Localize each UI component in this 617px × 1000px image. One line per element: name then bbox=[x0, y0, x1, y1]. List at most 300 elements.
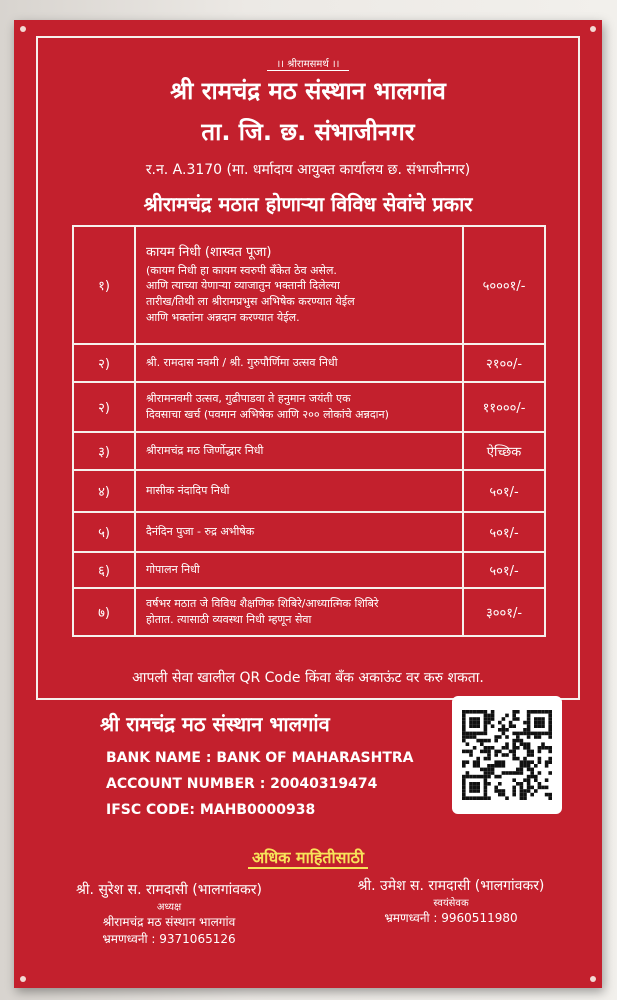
screw bbox=[20, 26, 26, 32]
qr-module bbox=[469, 753, 473, 757]
service-number: २) bbox=[73, 344, 135, 382]
qr-module bbox=[548, 760, 552, 764]
qr-module bbox=[476, 739, 480, 743]
qr-module bbox=[498, 793, 502, 797]
qr-module bbox=[494, 760, 498, 764]
qr-module bbox=[545, 710, 549, 714]
account-number: ACCOUNT NUMBER : 20040319474 bbox=[106, 776, 378, 792]
qr-module bbox=[512, 742, 516, 746]
contact-org: श्रीरामचंद्र मठ संस्थान भालगांव bbox=[102, 915, 236, 929]
qr-module bbox=[505, 714, 509, 718]
qr-module bbox=[545, 764, 549, 768]
service-amount: ११०००/- bbox=[463, 382, 545, 432]
qr-module bbox=[469, 717, 473, 721]
qr-module bbox=[484, 796, 488, 800]
signboard bbox=[14, 20, 602, 988]
qr-module bbox=[523, 764, 527, 768]
qr-module bbox=[516, 782, 520, 786]
qr-module bbox=[505, 753, 509, 757]
qr-module bbox=[512, 793, 516, 797]
qr-module bbox=[476, 789, 480, 793]
qr-module bbox=[494, 786, 498, 790]
qr-module bbox=[530, 793, 534, 797]
qr-module bbox=[527, 775, 531, 779]
qr-module bbox=[469, 796, 473, 800]
qr-module bbox=[466, 750, 470, 754]
qr-module bbox=[538, 710, 542, 714]
qr-module bbox=[530, 732, 534, 736]
qr-module bbox=[512, 786, 516, 790]
qr-module bbox=[466, 771, 470, 775]
qr-module bbox=[548, 746, 552, 750]
qr-module bbox=[509, 771, 513, 775]
qr-module bbox=[512, 778, 516, 782]
qr-module bbox=[491, 746, 495, 750]
qr-module bbox=[487, 750, 491, 754]
qr-module bbox=[538, 735, 542, 739]
qr-code[interactable] bbox=[452, 696, 562, 814]
qr-module bbox=[494, 775, 498, 779]
qr-module bbox=[473, 721, 477, 725]
qr-module bbox=[487, 771, 491, 775]
qr-module bbox=[527, 721, 531, 725]
qr-module bbox=[462, 728, 466, 732]
qr-module bbox=[527, 768, 531, 772]
qr-module bbox=[520, 782, 524, 786]
qr-module bbox=[505, 742, 509, 746]
qr-module bbox=[480, 732, 484, 736]
contact-name: श्री. उमेश स. रामदासी (भालगांवकर) bbox=[357, 878, 545, 894]
qr-module bbox=[512, 789, 516, 793]
qr-module bbox=[484, 717, 488, 721]
qr-module bbox=[502, 724, 506, 728]
qr-module bbox=[527, 724, 531, 728]
qr-module bbox=[469, 735, 473, 739]
qr-module bbox=[494, 764, 498, 768]
qr-module bbox=[473, 710, 477, 714]
qr-module bbox=[534, 764, 538, 768]
qr-module bbox=[548, 728, 552, 732]
qr-module bbox=[527, 717, 531, 721]
ifsc-code: IFSC CODE: MAHB0000938 bbox=[106, 802, 316, 818]
qr-module bbox=[473, 732, 477, 736]
qr-module bbox=[527, 750, 531, 754]
qr-module bbox=[480, 742, 484, 746]
more-info-heading: अधिक माहितीसाठी bbox=[14, 846, 602, 868]
qr-module bbox=[462, 775, 466, 779]
qr-module bbox=[473, 796, 477, 800]
qr-module bbox=[473, 775, 477, 779]
qr-module bbox=[491, 710, 495, 714]
qr-module bbox=[462, 710, 466, 714]
qr-module bbox=[498, 750, 502, 754]
qr-module bbox=[523, 778, 527, 782]
qr-module bbox=[527, 764, 531, 768]
qr-module bbox=[520, 793, 524, 797]
qr-module bbox=[548, 750, 552, 754]
service-number: २) bbox=[73, 382, 135, 432]
qr-module bbox=[462, 793, 466, 797]
section-title: श्रीरामचंद्र मठात होणाऱ्या विविध सेवांचे प्रकार bbox=[143, 192, 473, 216]
qr-module bbox=[527, 710, 531, 714]
qr-module bbox=[462, 789, 466, 793]
qr-module bbox=[476, 717, 480, 721]
qr-module bbox=[520, 742, 524, 746]
qr-module bbox=[527, 728, 531, 732]
qr-module bbox=[498, 735, 502, 739]
qr-module bbox=[484, 746, 488, 750]
qr-module bbox=[487, 757, 491, 761]
qr-module bbox=[484, 714, 488, 718]
qr-module bbox=[516, 746, 520, 750]
service-number: ५) bbox=[73, 512, 135, 552]
qr-module bbox=[520, 768, 524, 772]
table-row bbox=[73, 344, 545, 382]
qr-module bbox=[502, 760, 506, 764]
contact-name: श्री. सुरेश स. रामदासी (भालगांवकर) bbox=[76, 882, 262, 898]
qr-module bbox=[466, 710, 470, 714]
service-description: गोपालन निधी bbox=[135, 552, 463, 588]
qr-module bbox=[476, 732, 480, 736]
qr-module bbox=[523, 760, 527, 764]
service-number: ३) bbox=[73, 432, 135, 470]
qr-module bbox=[538, 760, 542, 764]
contact-phone: भ्रमणध्वनी : 9960511980 bbox=[384, 911, 518, 925]
qr-module bbox=[548, 732, 552, 736]
qr-module bbox=[491, 771, 495, 775]
service-number: ४) bbox=[73, 470, 135, 512]
qr-module bbox=[520, 771, 524, 775]
qr-module bbox=[527, 746, 531, 750]
contact-volunteer bbox=[320, 876, 582, 926]
qr-module bbox=[462, 724, 466, 728]
qr-module bbox=[462, 739, 466, 743]
qr-module bbox=[534, 717, 538, 721]
service-description: श्रीरामनवमी उत्सव, गुढीपाडवा ते हनुमान जयंती एक दिवसाचा खर्च (पवमान अभिषेक आणि २०० लोकांचे अन्नदान) bbox=[135, 382, 463, 432]
qr-module bbox=[473, 735, 477, 739]
qr-module bbox=[548, 796, 552, 800]
qr-module bbox=[476, 757, 480, 761]
qr-module bbox=[462, 796, 466, 800]
title-line-1: श्री रामचंद्र मठ संस्थान भालगांव bbox=[170, 77, 446, 105]
qr-module bbox=[469, 775, 473, 779]
qr-module bbox=[494, 753, 498, 757]
table-row bbox=[73, 382, 545, 432]
qr-module bbox=[487, 721, 491, 725]
qr-module bbox=[502, 732, 506, 736]
qr-module bbox=[541, 746, 545, 750]
qr-module bbox=[484, 728, 488, 732]
qr-module bbox=[534, 721, 538, 725]
qr-module bbox=[476, 786, 480, 790]
qr-module bbox=[512, 732, 516, 736]
qr-module bbox=[512, 746, 516, 750]
service-description: वर्षभर मठात जे विविध शैक्षणिक शिबिरे/आध्यात्मिक शिबिरे होतात. त्यासाठी व्यवस्था निधी म्हणून सेवा bbox=[135, 588, 463, 636]
qr-module bbox=[462, 786, 466, 790]
qr-module bbox=[469, 789, 473, 793]
qr-module bbox=[545, 732, 549, 736]
qr-module bbox=[487, 782, 491, 786]
screw bbox=[20, 976, 26, 982]
service-amount: ५०१/- bbox=[463, 512, 545, 552]
qr-module bbox=[527, 760, 531, 764]
qr-module bbox=[487, 753, 491, 757]
qr-module bbox=[476, 760, 480, 764]
qr-module bbox=[548, 710, 552, 714]
qr-module bbox=[498, 782, 502, 786]
qr-module bbox=[480, 768, 484, 772]
screw bbox=[590, 26, 596, 32]
qr-module bbox=[545, 760, 549, 764]
table-row bbox=[73, 470, 545, 512]
qr-module bbox=[520, 732, 524, 736]
qr-module bbox=[494, 735, 498, 739]
qr-module bbox=[527, 732, 531, 736]
qr-module bbox=[484, 789, 488, 793]
qr-module bbox=[473, 764, 477, 768]
qr-module bbox=[516, 732, 520, 736]
qr-module bbox=[530, 760, 534, 764]
qr-module bbox=[469, 710, 473, 714]
qr-module bbox=[523, 732, 527, 736]
qr-module bbox=[502, 746, 506, 750]
qr-module bbox=[487, 768, 491, 772]
qr-module bbox=[494, 789, 498, 793]
qr-module bbox=[462, 750, 466, 754]
qr-module bbox=[516, 757, 520, 761]
qr-module bbox=[527, 742, 531, 746]
qr-module bbox=[473, 746, 477, 750]
qr-module bbox=[538, 746, 542, 750]
qr-module bbox=[505, 728, 509, 732]
qr-module bbox=[505, 771, 509, 775]
service-amount: २१००/- bbox=[463, 344, 545, 382]
qr-module bbox=[502, 728, 506, 732]
qr-module bbox=[512, 757, 516, 761]
table-row bbox=[73, 432, 545, 470]
qr-module bbox=[516, 710, 520, 714]
qr-module bbox=[538, 782, 542, 786]
qr-module bbox=[462, 732, 466, 736]
qr-module bbox=[476, 796, 480, 800]
qr-module bbox=[541, 721, 545, 725]
qr-module bbox=[548, 717, 552, 721]
qr-module bbox=[545, 746, 549, 750]
qr-module bbox=[520, 786, 524, 790]
qr-module bbox=[484, 768, 488, 772]
qr-module bbox=[530, 786, 534, 790]
qr-module bbox=[498, 721, 502, 725]
qr-module bbox=[516, 739, 520, 743]
qr-module bbox=[480, 796, 484, 800]
qr-module bbox=[476, 782, 480, 786]
qr-module bbox=[469, 724, 473, 728]
qr-module bbox=[505, 735, 509, 739]
qr-module bbox=[534, 789, 538, 793]
qr-module bbox=[484, 757, 488, 761]
qr-module bbox=[480, 750, 484, 754]
qr-module bbox=[484, 710, 488, 714]
qr-module bbox=[512, 750, 516, 754]
qr-module bbox=[491, 768, 495, 772]
qr-module bbox=[469, 782, 473, 786]
qr-module bbox=[502, 789, 506, 793]
service-description: कायम निधी (शास्वत पूजा) (कायम निधी हा कायम स्वरुपी बँकेत ठेव असेल. आणि त्याच्या येणाऱ्या व्याजातुन भक्तानी दिलेल्या तारीख/तिथी ला श्रीरामप्रभुस अभिषेक करण्यात येईल आणि भक्तांना अन्नदान करण्यात येईल. bbox=[135, 226, 463, 344]
qr-module bbox=[548, 793, 552, 797]
invocation: ।। श्रीरामसमर्थ ।। bbox=[14, 56, 602, 70]
qr-module bbox=[484, 775, 488, 779]
qr-module bbox=[516, 717, 520, 721]
qr-module bbox=[487, 764, 491, 768]
qr-module bbox=[523, 728, 527, 732]
qr-module bbox=[523, 746, 527, 750]
qr-module bbox=[502, 793, 506, 797]
qr-module bbox=[462, 764, 466, 768]
qr-module bbox=[527, 778, 531, 782]
qr-module bbox=[491, 717, 495, 721]
qr-module bbox=[505, 796, 509, 800]
qr-module bbox=[487, 739, 491, 743]
qr-module bbox=[498, 760, 502, 764]
qr-module bbox=[484, 724, 488, 728]
qr-module bbox=[512, 771, 516, 775]
qr-module bbox=[462, 735, 466, 739]
service-description: श्रीरामचंद्र मठ जिर्णोद्धार निधी bbox=[135, 432, 463, 470]
qr-module bbox=[512, 739, 516, 743]
service-description: श्री. रामदास नवमी / श्री. गुरुपौर्णिमा उत्सव निधी bbox=[135, 344, 463, 382]
qr-module bbox=[484, 778, 488, 782]
qr-module bbox=[530, 750, 534, 754]
qr-module bbox=[520, 739, 524, 743]
qr-module bbox=[476, 724, 480, 728]
qr-module bbox=[487, 714, 491, 718]
qr-module bbox=[466, 796, 470, 800]
qr-module bbox=[484, 771, 488, 775]
qr-module bbox=[498, 775, 502, 779]
qr-module bbox=[548, 721, 552, 725]
qr-module bbox=[541, 717, 545, 721]
qr-module bbox=[473, 717, 477, 721]
qr-module bbox=[494, 750, 498, 754]
qr-module bbox=[527, 714, 531, 718]
qr-module bbox=[541, 742, 545, 746]
qr-module bbox=[523, 721, 527, 725]
qr-module bbox=[498, 764, 502, 768]
qr-module bbox=[473, 724, 477, 728]
qr-module bbox=[462, 760, 466, 764]
qr-module bbox=[498, 789, 502, 793]
qr-module bbox=[548, 735, 552, 739]
qr-module bbox=[469, 721, 473, 725]
qr-module bbox=[487, 796, 491, 800]
table-row bbox=[73, 512, 545, 552]
contact-role: अध्यक्ष bbox=[156, 902, 182, 913]
qr-module bbox=[523, 793, 527, 797]
qr-module bbox=[473, 786, 477, 790]
services-table bbox=[72, 225, 546, 637]
qr-module bbox=[469, 732, 473, 736]
qr-module bbox=[512, 710, 516, 714]
qr-module bbox=[480, 710, 484, 714]
contact-president bbox=[34, 880, 304, 947]
qr-module bbox=[476, 710, 480, 714]
qr-module bbox=[523, 757, 527, 761]
service-number: ६) bbox=[73, 552, 135, 588]
qr-module bbox=[530, 768, 534, 772]
qr-module bbox=[527, 782, 531, 786]
title-line-2: ता. जि. छ. संभाजीनगर bbox=[201, 118, 415, 146]
qr-module bbox=[538, 771, 542, 775]
qr-module bbox=[469, 786, 473, 790]
qr-module bbox=[473, 789, 477, 793]
service-number: १) bbox=[73, 226, 135, 344]
qr-module bbox=[520, 796, 524, 800]
registration-text: र.न. A.3170 (मा. धर्मादाय आयुक्त कार्यालय छ. संभाजीनगर) bbox=[145, 162, 471, 178]
qr-module bbox=[502, 764, 506, 768]
qr-module bbox=[494, 739, 498, 743]
qr-module bbox=[491, 714, 495, 718]
service-amount: ५०१/- bbox=[463, 552, 545, 588]
qr-module bbox=[480, 739, 484, 743]
qr-module bbox=[484, 739, 488, 743]
qr-module bbox=[520, 760, 524, 764]
bank-org-name: श्री रामचंद्र मठ संस्थान भालगांव bbox=[100, 712, 330, 736]
contact-phone: भ्रमणध्वनी : 9371065126 bbox=[102, 932, 236, 946]
qr-module bbox=[473, 782, 477, 786]
service-amount: ५०००१/- bbox=[463, 226, 545, 344]
qr-module bbox=[541, 732, 545, 736]
qr-module bbox=[476, 775, 480, 779]
qr-module bbox=[502, 771, 506, 775]
qr-module bbox=[523, 796, 527, 800]
qr-module bbox=[530, 753, 534, 757]
qr-module bbox=[538, 786, 542, 790]
qr-module bbox=[548, 724, 552, 728]
service-number: ७) bbox=[73, 588, 135, 636]
qr-module bbox=[534, 710, 538, 714]
qr-module bbox=[545, 778, 549, 782]
qr-module bbox=[505, 746, 509, 750]
qr-module bbox=[523, 742, 527, 746]
table-row bbox=[73, 588, 545, 636]
qr-module bbox=[530, 771, 534, 775]
qr-module bbox=[480, 775, 484, 779]
qr-module bbox=[487, 775, 491, 779]
qr-module bbox=[538, 750, 542, 754]
service-amount: ५०१/- bbox=[463, 470, 545, 512]
service-description: दैनंदिन पुजा - रुद्र अभीषेक bbox=[135, 512, 463, 552]
qr-module bbox=[491, 764, 495, 768]
qr-module bbox=[462, 778, 466, 782]
qr-module bbox=[520, 764, 524, 768]
qr-module bbox=[527, 789, 531, 793]
qr-module bbox=[530, 710, 534, 714]
qr-module bbox=[548, 757, 552, 761]
qr-module bbox=[548, 771, 552, 775]
qr-module bbox=[502, 753, 506, 757]
qr-module bbox=[462, 721, 466, 725]
qr-module bbox=[462, 782, 466, 786]
qr-module bbox=[534, 778, 538, 782]
qr-module bbox=[487, 717, 491, 721]
qr-module bbox=[462, 717, 466, 721]
table-row bbox=[73, 226, 545, 344]
qr-module bbox=[469, 750, 473, 754]
qr-module bbox=[538, 757, 542, 761]
qr-module bbox=[516, 768, 520, 772]
qr-module bbox=[545, 786, 549, 790]
qr-module bbox=[534, 732, 538, 736]
